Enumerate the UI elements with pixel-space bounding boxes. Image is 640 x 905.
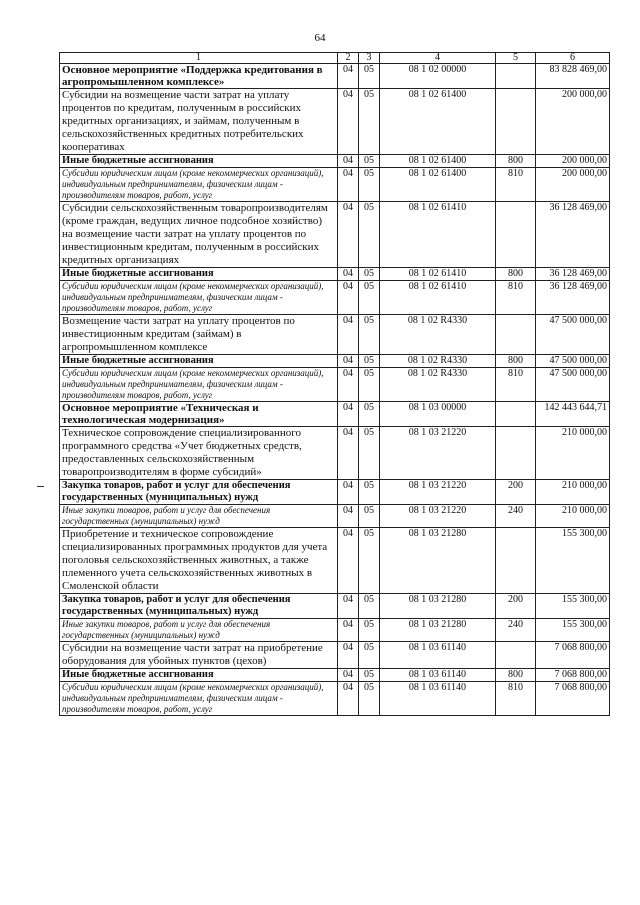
amount-cell: 155 300,00 [536, 619, 610, 642]
section-code-cell: 04 [338, 505, 359, 528]
row-name-cell: Субсидии сельскохозяйственным товаропроизводителям (кроме граждан, ведущих личное подсобное хозяйство) на возмещение части затрат на уплату процентов по инвестиционным кредитам, полученным в российских кредитных организациях [60, 202, 338, 268]
row-name-cell: Иные бюджетные ассигнования [60, 669, 338, 682]
expense-type-cell [496, 315, 536, 355]
subsection-code-cell: 05 [359, 281, 380, 315]
section-code-cell: 04 [338, 281, 359, 315]
table-row [60, 315, 610, 355]
subsection-code-cell: 05 [359, 315, 380, 355]
target-article-cell: 08 1 03 61140 [380, 682, 496, 716]
expense-type-cell [496, 202, 536, 268]
subsection-code-cell: 05 [359, 528, 380, 594]
row-name-cell: Субсидии юридическим лицам (кроме некоммерческих организаций), индивидуальным предпринимателям, физическим лицам - производителям товаров, работ, услуг [60, 368, 338, 402]
row-name-cell: Субсидии юридическим лицам (кроме некоммерческих организаций), индивидуальным предпринимателям, физическим лицам - производителям товаров, работ, услуг [60, 682, 338, 716]
row-name-cell: Закупка товаров, работ и услуг для обеспечения государственных (муниципальных) нужд [60, 594, 338, 619]
row-name-cell: Приобретение и техническое сопровождение специализированных программных продуктов для учета поголовья сельскохозяйственных животных, а также племенного учета сельскохозяйственных животных в Смоленской области [60, 528, 338, 594]
row-name-cell: Иные закупки товаров, работ и услуг для обеспечения государственных (муниципальных) нужд [60, 619, 338, 642]
amount-cell: 47 500 000,00 [536, 355, 610, 368]
table-row [60, 594, 610, 619]
amount-cell: 47 500 000,00 [536, 315, 610, 355]
table-row [60, 619, 610, 642]
target-article-cell: 08 1 03 00000 [380, 402, 496, 427]
expense-type-cell [496, 402, 536, 427]
budget-table [59, 52, 610, 716]
subsection-code-cell: 05 [359, 355, 380, 368]
section-code-cell: 04 [338, 89, 359, 155]
row-name-cell: Закупка товаров, работ и услуг для обеспечения государственных (муниципальных) нужд [60, 480, 338, 505]
expense-type-cell: 240 [496, 619, 536, 642]
section-code-cell: 04 [338, 682, 359, 716]
table-row [60, 202, 610, 268]
expense-type-cell: 200 [496, 594, 536, 619]
amount-cell: 210 000,00 [536, 427, 610, 480]
subsection-code-cell: 05 [359, 642, 380, 669]
target-article-cell: 08 1 03 21280 [380, 528, 496, 594]
table-row [60, 642, 610, 669]
expense-type-cell: 800 [496, 155, 536, 168]
row-name-cell: Иные закупки товаров, работ и услуг для обеспечения государственных (муниципальных) нужд [60, 505, 338, 528]
table-row [60, 89, 610, 155]
header-cell: 5 [496, 53, 536, 64]
expense-type-cell [496, 642, 536, 669]
table-row [60, 64, 610, 89]
section-code-cell: 04 [338, 669, 359, 682]
target-article-cell: 08 1 02 61410 [380, 268, 496, 281]
table-row [60, 402, 610, 427]
target-article-cell: 08 1 02 61410 [380, 281, 496, 315]
subsection-code-cell: 05 [359, 480, 380, 505]
header-cell: 4 [380, 53, 496, 64]
amount-cell: 36 128 469,00 [536, 202, 610, 268]
table-row [60, 682, 610, 716]
row-name-cell: Субсидии юридическим лицам (кроме некоммерческих организаций), индивидуальным предпринимателям, физическим лицам - производителям товаров, работ, услуг [60, 168, 338, 202]
section-code-cell: 04 [338, 355, 359, 368]
section-code-cell: 04 [338, 402, 359, 427]
header-cell: 1 [60, 53, 338, 64]
subsection-code-cell: 05 [359, 64, 380, 89]
row-name-cell: Основное мероприятие «Техническая и технологическая модернизация» [60, 402, 338, 427]
section-code-cell: 04 [338, 642, 359, 669]
row-name-cell: Техническое сопровождение специализированного программного средства «Учет бюджетных средств, предоставленных сельскохозяйственным товаропроизводителям в форме субсидий» [60, 427, 338, 480]
table-row [60, 168, 610, 202]
amount-cell: 142 443 644,71 [536, 402, 610, 427]
subsection-code-cell: 05 [359, 268, 380, 281]
expense-type-cell [496, 64, 536, 89]
expense-type-cell [496, 89, 536, 155]
margin-mark [37, 486, 44, 487]
expense-type-cell: 810 [496, 682, 536, 716]
table-row [60, 505, 610, 528]
row-name-cell: Иные бюджетные ассигнования [60, 268, 338, 281]
target-article-cell: 08 1 03 21220 [380, 480, 496, 505]
row-name-cell: Основное мероприятие «Поддержка кредитования в агропромышленном комплексе» [60, 64, 338, 89]
target-article-cell: 08 1 02 R4330 [380, 368, 496, 402]
row-name-cell: Субсидии юридическим лицам (кроме некоммерческих организаций), индивидуальным предпринимателям, физическим лицам - производителям товаров, работ, услуг [60, 281, 338, 315]
row-name-cell: Возмещение части затрат на уплату процентов по инвестиционным кредитам (займам) в агропромышленном комплексе [60, 315, 338, 355]
table-row [60, 281, 610, 315]
subsection-code-cell: 05 [359, 594, 380, 619]
target-article-cell: 08 1 02 00000 [380, 64, 496, 89]
table-row [60, 669, 610, 682]
amount-cell: 83 828 469,00 [536, 64, 610, 89]
amount-cell: 200 000,00 [536, 89, 610, 155]
amount-cell: 47 500 000,00 [536, 368, 610, 402]
amount-cell: 7 068 800,00 [536, 682, 610, 716]
amount-cell: 210 000,00 [536, 505, 610, 528]
section-code-cell: 04 [338, 155, 359, 168]
expense-type-cell [496, 528, 536, 594]
section-code-cell: 04 [338, 202, 359, 268]
table-row [60, 480, 610, 505]
target-article-cell: 08 1 02 R4330 [380, 315, 496, 355]
section-code-cell: 04 [338, 619, 359, 642]
amount-cell: 36 128 469,00 [536, 281, 610, 315]
expense-type-cell: 810 [496, 168, 536, 202]
target-article-cell: 08 1 03 61140 [380, 669, 496, 682]
expense-type-cell: 800 [496, 669, 536, 682]
section-code-cell: 04 [338, 594, 359, 619]
target-article-cell: 08 1 03 21220 [380, 427, 496, 480]
subsection-code-cell: 05 [359, 669, 380, 682]
subsection-code-cell: 05 [359, 89, 380, 155]
target-article-cell: 08 1 02 61400 [380, 89, 496, 155]
subsection-code-cell: 05 [359, 168, 380, 202]
header-cell: 3 [359, 53, 380, 64]
section-code-cell: 04 [338, 528, 359, 594]
target-article-cell: 08 1 02 61400 [380, 168, 496, 202]
subsection-code-cell: 05 [359, 368, 380, 402]
section-code-cell: 04 [338, 427, 359, 480]
expense-type-cell: 800 [496, 355, 536, 368]
row-name-cell: Субсидии на возмещение части затрат на уплату процентов по кредитам, полученным в российских кредитных организациях, и займам, полученным в сельскохозяйственных кредитных потребительских кооперативах [60, 89, 338, 155]
target-article-cell: 08 1 02 61400 [380, 155, 496, 168]
amount-cell: 200 000,00 [536, 168, 610, 202]
expense-type-cell: 800 [496, 268, 536, 281]
subsection-code-cell: 05 [359, 619, 380, 642]
amount-cell: 200 000,00 [536, 155, 610, 168]
subsection-code-cell: 05 [359, 505, 380, 528]
table-row [60, 368, 610, 402]
table-header-row [60, 53, 610, 64]
row-name-cell: Иные бюджетные ассигнования [60, 155, 338, 168]
table-row [60, 155, 610, 168]
header-cell: 2 [338, 53, 359, 64]
section-code-cell: 04 [338, 368, 359, 402]
expense-type-cell [496, 427, 536, 480]
table-row [60, 268, 610, 281]
target-article-cell: 08 1 02 61410 [380, 202, 496, 268]
expense-type-cell: 810 [496, 368, 536, 402]
subsection-code-cell: 05 [359, 155, 380, 168]
header-cell: 6 [536, 53, 610, 64]
amount-cell: 7 068 800,00 [536, 669, 610, 682]
section-code-cell: 04 [338, 268, 359, 281]
amount-cell: 155 300,00 [536, 528, 610, 594]
expense-type-cell: 240 [496, 505, 536, 528]
table-row [60, 427, 610, 480]
amount-cell: 7 068 800,00 [536, 642, 610, 669]
table-row [60, 528, 610, 594]
page-number: 64 [314, 32, 326, 44]
row-name-cell: Субсидии на возмещение части затрат на приобретение оборудования для убойных пунктов (цехов) [60, 642, 338, 669]
target-article-cell: 08 1 03 21280 [380, 619, 496, 642]
subsection-code-cell: 05 [359, 402, 380, 427]
row-name-cell: Иные бюджетные ассигнования [60, 355, 338, 368]
subsection-code-cell: 05 [359, 427, 380, 480]
target-article-cell: 08 1 03 61140 [380, 642, 496, 669]
target-article-cell: 08 1 03 21220 [380, 505, 496, 528]
section-code-cell: 04 [338, 168, 359, 202]
section-code-cell: 04 [338, 315, 359, 355]
target-article-cell: 08 1 02 R4330 [380, 355, 496, 368]
amount-cell: 210 000,00 [536, 480, 610, 505]
section-code-cell: 04 [338, 480, 359, 505]
amount-cell: 155 300,00 [536, 594, 610, 619]
subsection-code-cell: 05 [359, 682, 380, 716]
subsection-code-cell: 05 [359, 202, 380, 268]
expense-type-cell: 200 [496, 480, 536, 505]
section-code-cell: 04 [338, 64, 359, 89]
target-article-cell: 08 1 03 21280 [380, 594, 496, 619]
amount-cell: 36 128 469,00 [536, 268, 610, 281]
table-row [60, 355, 610, 368]
expense-type-cell: 810 [496, 281, 536, 315]
